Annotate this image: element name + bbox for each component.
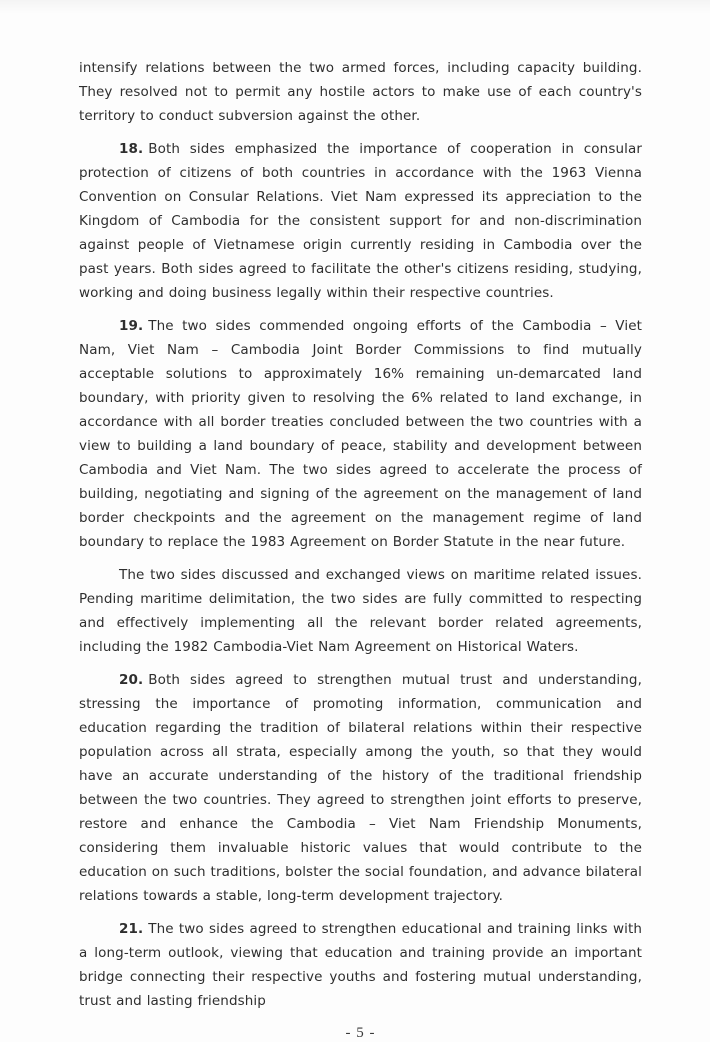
paragraph-19 <box>79 314 642 554</box>
paragraph-text: The two sides discussed and exchanged views on maritime related issues. Pending maritime delimitation, the two sides are fully committed to respecting and effectively implementing all the relevant border related agreements, including the 1982 Cambodia-Viet Nam Agreement on Historical Waters. <box>79 567 642 655</box>
paragraph-maritime <box>79 563 642 659</box>
paragraph-18 <box>79 137 642 305</box>
paragraph-number: 19. <box>119 318 144 334</box>
paragraph-text: intensify relations between the two armed forces, including capacity building. They resolved not to permit any hostile actors to make use of each country's territory to conduct subversion against the other. <box>79 60 642 124</box>
paragraph-text: The two sides agreed to strengthen educational and training links with a long-term outlook, viewing that education and training provide an important bridge connecting their respective youths and fostering mutual understanding, trust and lasting friendship <box>79 921 642 1009</box>
paragraph-21 <box>79 917 642 1013</box>
paragraph-17-continuation <box>79 56 642 128</box>
paragraph-number: 21. <box>119 921 144 937</box>
paragraph-text: Both sides agreed to strengthen mutual trust and understanding, stressing the importance of promoting information, communication and education regarding the tradition of bilateral relations within their respective population across all strata, especially among the youth, so that they would have an accurate understanding of the history of the traditional friendship between the two countries. They agreed to strengthen joint efforts to preserve, restore and enhance the Cambodia – Viet Nam Friendship Monuments, considering them invaluable historic values that would contribute to the education on such traditions, bolster the social foundation, and advance bilateral relations towards a stable, long-term development trajectory. <box>79 672 642 904</box>
paragraph-text: Both sides emphasized the importance of cooperation in consular protection of citizens of both countries in accordance with the 1963 Vienna Convention on Consular Relations. Viet Nam expressed its appreciation to the Kingdom of Cambodia for the consistent support for and non-discrimination against people of Vietnamese origin currently residing in Cambodia over the past years. Both sides agreed to facilitate the other's citizens residing, studying, working and doing business legally within their respective countries. <box>79 141 642 301</box>
paragraph-number: 18. <box>119 141 144 157</box>
page-number: - 5 - <box>345 1025 376 1041</box>
paragraph-20 <box>79 668 642 908</box>
paragraph-text: The two sides commended ongoing efforts of the Cambodia – Viet Nam, Viet Nam – Cambodia Joint Border Commissions to find mutually acceptable solutions to approximately 16% remaining un-demarcated land boundary, with priority given to resolving the 6% related to land exchange, in accordance with all border treaties concluded between the two countries with a view to building a land boundary of peace, stability and development between Cambodia and Viet Nam. The two sides agreed to accelerate the process of building, negotiating and signing of the agreement on the management of land border checkpoints and the agreement on the management regime of land boundary to replace the 1983 Agreement on Border Statute in the near future. <box>79 318 642 550</box>
paragraph-number: 20. <box>119 672 144 688</box>
